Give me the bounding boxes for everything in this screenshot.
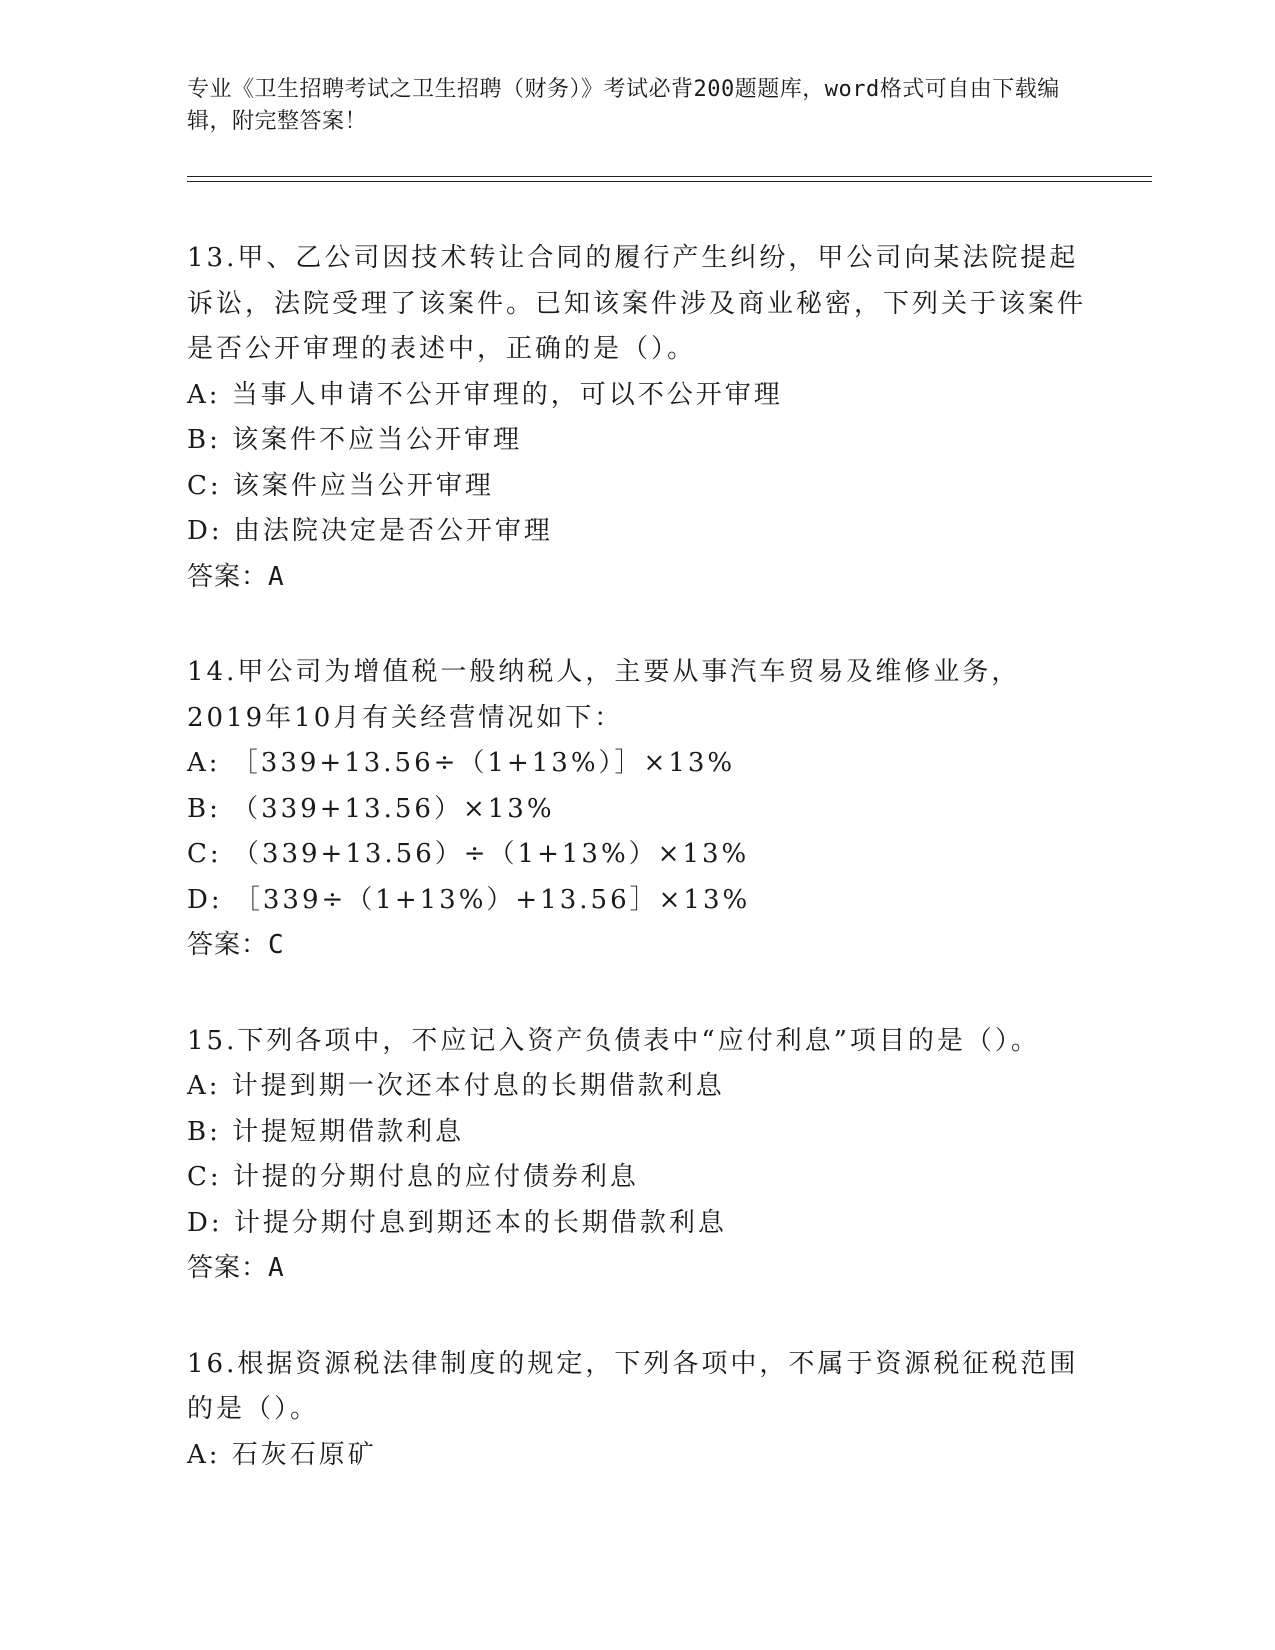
option-d: D: 计提分期付息到期还本的长期借款利息 xyxy=(187,1207,727,1238)
option-b: B: 计提短期借款利息 xyxy=(187,1116,465,1147)
question-16 xyxy=(187,1342,1087,1479)
question-stem: 15.下列各项中，不应记入资产负债表中“应付利息”项目的是（）。 xyxy=(187,1025,1040,1056)
option-a: A: 石灰石原矿 xyxy=(187,1439,377,1470)
question-list xyxy=(187,236,1087,1528)
question-stem: 14.甲公司为增值税一般纳税人，主要从事汽车贸易及维修业务，2019年10月有关经营情况如下： xyxy=(187,657,1021,733)
question-14 xyxy=(187,650,1087,969)
question-stem: 16.根据资源税法律制度的规定，下列各项中，不属于资源税征税范围的是（）。 xyxy=(187,1348,1079,1424)
header-divider-top xyxy=(187,176,1152,177)
answer-line: 答案：A xyxy=(187,1253,285,1283)
option-a: A: ［339+13.56÷（1+13%）］×13% xyxy=(187,748,736,778)
answer-line: 答案：C xyxy=(187,930,285,960)
option-c: C: （339+13.56）÷（1+13%）×13% xyxy=(187,839,750,869)
question-15 xyxy=(187,1019,1087,1292)
option-d: D: ［339÷（1+13%）+13.56］×13% xyxy=(187,884,751,915)
option-b: B: 该案件不应当公开审理 xyxy=(187,425,523,455)
header-divider-bottom xyxy=(187,181,1152,182)
question-13 xyxy=(187,236,1087,600)
option-a: A: 当事人申请不公开审理的，可以不公开审理 xyxy=(187,379,783,410)
document-page xyxy=(187,0,1152,1650)
answer-line: 答案：A xyxy=(187,561,285,592)
option-b: B: （339+13.56）×13% xyxy=(187,793,555,824)
option-c: C: 计提的分期付息的应付债券利息 xyxy=(187,1162,639,1192)
question-stem: 13.甲、乙公司因技术转让合同的履行产生纠纷，甲公司向某法院提起诉讼，法院受理了该案件。已知该案件涉及商业秘密，下列关于该案件是否公开审理的表述中，正确的是（）。 xyxy=(187,243,1087,364)
option-a: A: 计提到期一次还本付息的长期借款利息 xyxy=(187,1071,725,1101)
option-c: C: 该案件应当公开审理 xyxy=(187,470,494,501)
option-d: D: 由法院决定是否公开审理 xyxy=(187,516,553,546)
document-header: 专业《卫生招聘考试之卫生招聘（财务）》考试必背200题题库，word格式可自由下载编辑，附完整答案！ xyxy=(187,77,1060,134)
